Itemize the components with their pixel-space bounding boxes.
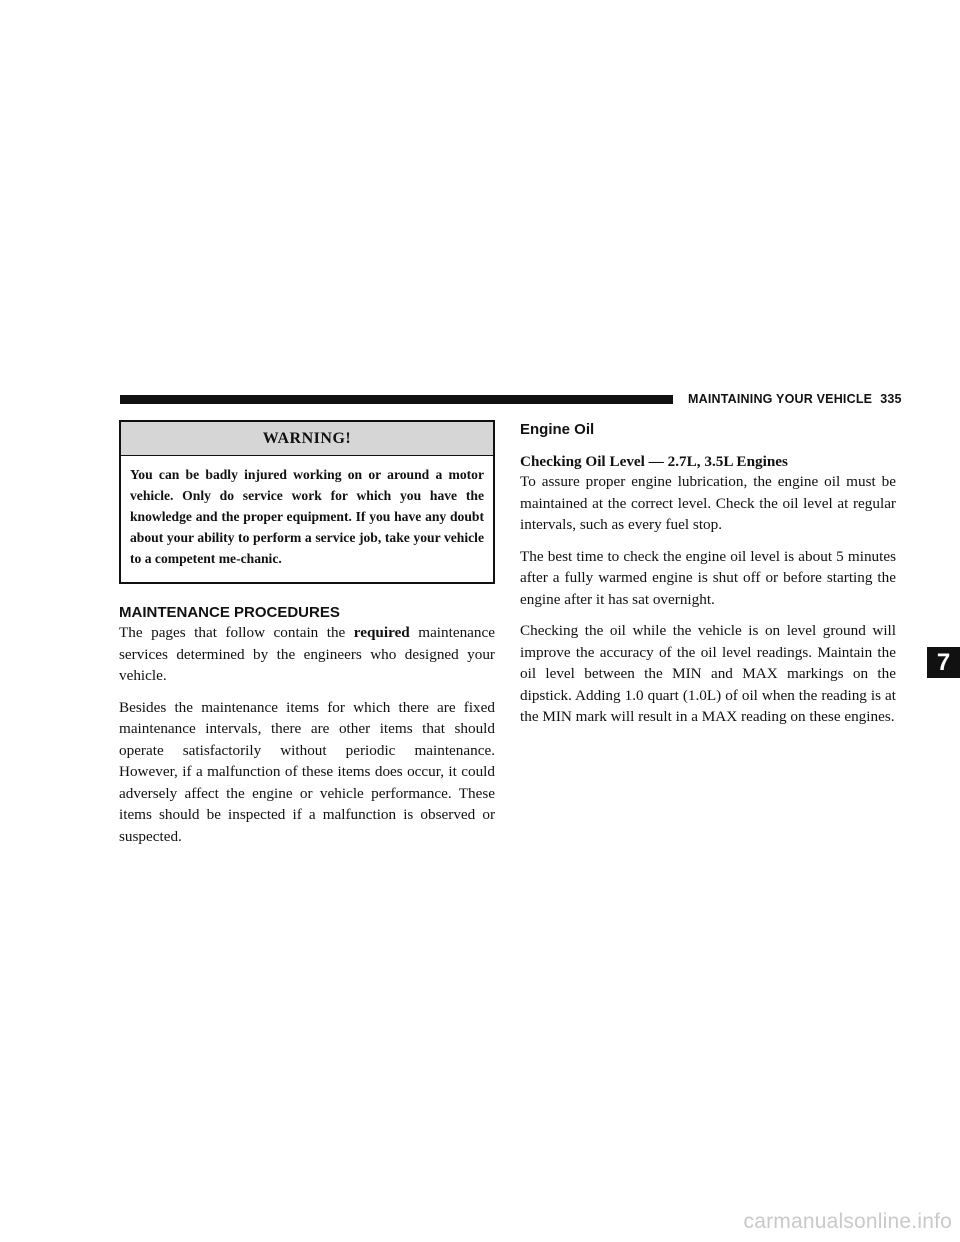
right-column — [520, 421, 896, 738]
para1-text-end: maintenance services determined by the engineers who designed your vehicle. — [119, 624, 495, 684]
maintenance-procedures-heading: MAINTENANCE PROCEDURES — [119, 604, 340, 621]
warning-box — [119, 420, 495, 584]
maintenance-paragraph-2: Besides the maintenance items for which there are fixed maintenance intervals, there are other items that should operate satisfactorily without periodic maintenance. However, if a malfunction of these items does occur, it could adversely affect the engine or vehicle performance. These items should be inspected if a malfunction is observed or suspected. — [119, 698, 495, 845]
warning-title: WARNING! — [121, 422, 493, 456]
engine-oil-paragraph-2: The best time to check the engine oil level is about 5 minutes after a fully warmed engine is shut off or before starting the engine after it has sat overnight. — [520, 547, 896, 608]
left-column — [119, 420, 495, 857]
checking-oil-level-subheading: Checking Oil Level — 2.7L, 3.5L Engines — [520, 453, 788, 470]
header-rule — [120, 395, 673, 404]
engine-oil-paragraph-1: To assure proper engine lubrication, the engine oil must be maintained at the correct level. Check the oil level at regular intervals, such as every fuel stop. — [520, 473, 896, 533]
engine-oil-heading: Engine Oil — [520, 421, 595, 438]
watermark: carmanualsonline.info — [743, 1210, 952, 1233]
page-number: 335 — [880, 392, 902, 406]
engine-oil-paragraph-3: Checking the oil while the vehicle is on level ground will improve the accuracy of the oil level readings. Maintain the oil level between the MIN and MAX markings on the dipstick. Adding 1.0 quart (1.0L) of oil when the reading is at the MIN mark will result in a MAX reading on these engines. — [520, 622, 896, 725]
running-header — [688, 392, 902, 406]
warning-text: You can be badly injured working on or around a motor vehicle. Only do service work for which you have the knowledge and the proper equipment. If you have any doubt about your ability to perform a service job, take your vehicle to a competent me-chanic. — [130, 467, 484, 566]
header-section-title: MAINTAINING YOUR VEHICLE — [688, 392, 873, 406]
maintenance-paragraph-1 — [119, 622, 495, 687]
para1-text-start: The pages that follow contain the — [119, 624, 354, 641]
para1-bold-required: required — [353, 624, 410, 641]
chapter-tab: 7 — [927, 647, 960, 678]
